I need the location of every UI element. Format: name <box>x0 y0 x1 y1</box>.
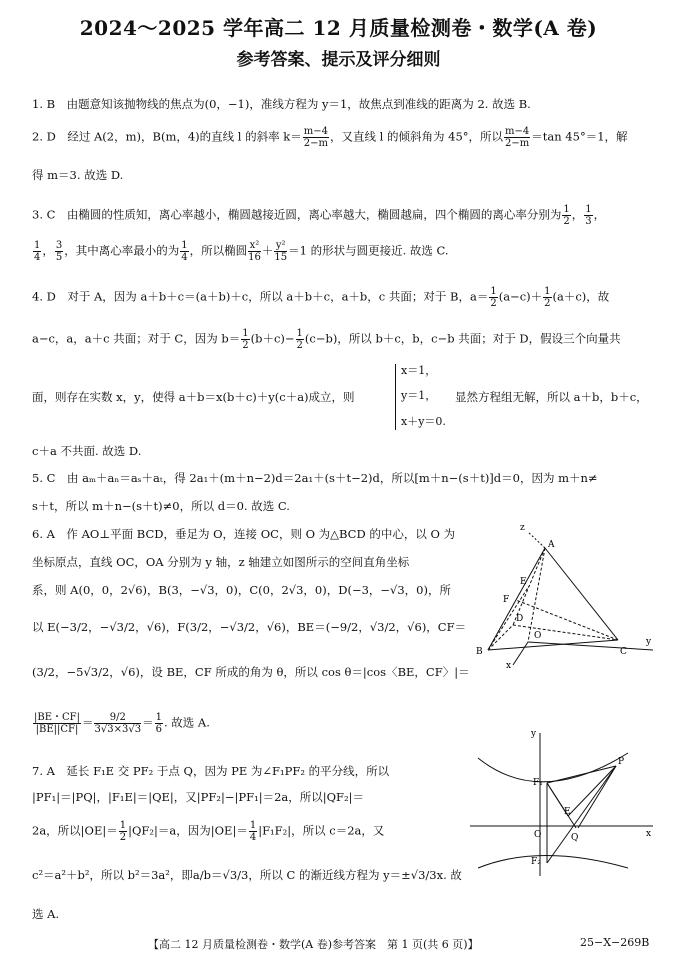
q4-line3a: 面，则存在实数 x，y，使得 a＋b＝x(b＋c)＋y(c＋a)成立，则 <box>32 390 355 404</box>
label-y: y <box>531 729 537 739</box>
label-O: O <box>534 631 542 641</box>
q6-line4: 以 E(−3/2，−√3/2，√6)，F(3/2，−√3/2，√6)，BE＝(−9/2，√3/2，√6)，CF＝ <box>32 620 467 634</box>
q2-line2: 得 m＝3. 故选 D. <box>32 168 124 182</box>
system-eq3: x＋y＝0. <box>401 415 446 428</box>
system-eq2: y＝1， <box>401 389 437 402</box>
page-title: 2024～2025 学年高二 12 月质量检测卷・数学(A 卷) <box>79 16 598 40</box>
label-Q: Q <box>571 833 579 843</box>
q6-line1: 6. A 作 AO⊥平面 BCD，垂足为 O，连接 OC，则 O 为△BCD 的中心，以 O 为 <box>32 527 456 541</box>
q7-line1: 7. A 延长 F₁E 交 PF₂ 于点 Q，因为 PE 为∠F₁PF₂ 的平分线，所以 <box>32 764 390 778</box>
q1-line: 1. B 由题意知该抛物线的焦点为(0，−1)，准线方程为 y＝1，故焦点到准线的距离为 2. 故选 B. <box>32 97 531 111</box>
system-eq1: x＝1， <box>401 364 437 377</box>
label-D: D <box>516 614 524 624</box>
label-C: C <box>620 647 627 657</box>
label-A: A <box>548 540 555 550</box>
label-P: P <box>618 757 625 767</box>
q5-line2: s＋t，所以 m＋n−(s＋t)≠0，所以 d＝0. 故选 C. <box>32 499 290 513</box>
page-subtitle: 参考答案、提示及评分细则 <box>236 50 441 70</box>
q5-line1: 5. C 由 aₘ＋aₙ＝aₛ＋aₜ，得 2a₁＋(m＋n−2)d＝2a₁＋(s＋t−2)d，所以[m＋n−(s＋t)]d＝0，因为 m＋n≠ <box>32 471 598 485</box>
label-z: z <box>520 523 525 533</box>
q6-line5: (3/2，−5√3/2，√6)，设 BE，CF 所成的角为 θ，所以 cos θ＝|cos〈BE，CF〉|＝ <box>32 665 470 679</box>
q6-line3: 系，则 A(0，0，2√6)，B(3，−√3，0)，C(0，2√3，0)，D(−3，−√3，0)，所 <box>32 583 451 597</box>
q6-line2: 坐标原点，直线 OC，OA 分别为 y 轴，z 轴建立如图所示的空间直角坐标 <box>32 555 410 569</box>
label-F1: F₁ <box>533 778 543 788</box>
label-x: x <box>646 829 652 839</box>
label-x: x <box>506 661 512 670</box>
q4-line3b: 显然方程组无解，所以 a＋b，b＋c， <box>455 390 648 404</box>
label-F2: F₂ <box>531 857 541 867</box>
label-E: E <box>564 807 571 817</box>
q4-line1: 4. D 对于 A，因为 a＋b＋c＝(a＋b)＋c，所以 a＋b＋c，a＋b，c 共面；对于 B，a＝ $\frac{1}{2}$ (a−c)＋ $\frac{1}{2}$ (a＋c)，故 <box>32 286 610 309</box>
footer-center: 【高二 12 月质量检测卷・数学(A 卷)参考答案 第 1 页(共 6 页)】 <box>148 938 479 951</box>
q3-line2: $\frac{1}{4}$ ， $\frac{3}{5}$ ，其中离心率最小的为 $\frac{1}{4}$ ，所以椭圆 $\frac{\text{x²}}{16}$ ＋ $\frac{\text{y²}}{15}$ ＝1 的形状与圆更接近. 故选 C. <box>34 240 449 263</box>
label-y: y <box>646 637 652 647</box>
equation-brace <box>395 364 396 430</box>
q7-line3: 2a，所以|OE|＝ $\frac{1}{2}$ |QF₂|＝a，因为|OE|＝ $\frac{1}{4}$ |F₁F₂|，所以 c＝2a，又 <box>32 820 385 843</box>
label-B: B <box>476 647 483 657</box>
q4-line2: a−c，a，a＋c 共面；对于 C，因为 b＝ $\frac{1}{2}$ (b＋c)− $\frac{1}{2}$ (c−b)，所以 b＋c，b，c−b 共面；对于 D，假设三个向量共 <box>32 328 621 351</box>
hyperbola-figure <box>468 728 658 878</box>
q6-line6: $\frac{|BE・CF|}{|BE||CF|}$ ＝ $\frac{9/2}{3√3\times 3√3}$ ＝ $\frac{1}{6}$ . 故选 A. <box>34 712 210 735</box>
label-E: E <box>520 577 527 587</box>
label-O: O <box>534 830 542 840</box>
q4-line4: c＋a 不共面. 故选 D. <box>32 444 142 458</box>
q7-line5: 选 A. <box>32 907 60 921</box>
q3-line1: 3. C 由椭圆的性质知，离心率越小，椭圆越接近圆，离心率越大，椭圆越扁，四个椭圆的离心率分别为 $\frac{1}{2}$ ， $\frac{1}{3}$ ， <box>32 204 606 227</box>
q7-line2: |PF₁|＝|PQ|，|F₁E|＝|QE|，又|PF₂|−|PF₁|＝2a，所以|QF₂|＝ <box>32 790 365 804</box>
q2-line1: 2. D 经过 A(2，m)，B(m，4)的直线 l 的斜率 k＝ $\frac{m-4}{2-m}$ ，又直线 l 的倾斜角为 45°，所以 $\frac{m-4}{2-m}$ ＝tan 45°＝1，解 <box>32 126 628 149</box>
label-F: F <box>503 595 510 605</box>
footer-code: 25−X−269B <box>580 936 650 949</box>
tetrahedron-figure <box>468 520 658 670</box>
q7-line4: c²＝a²＋b²，所以 b²＝3a²，即a/b＝√3/3，所以 C 的渐近线方程为 y＝±√3/3x. 故 <box>32 868 462 882</box>
